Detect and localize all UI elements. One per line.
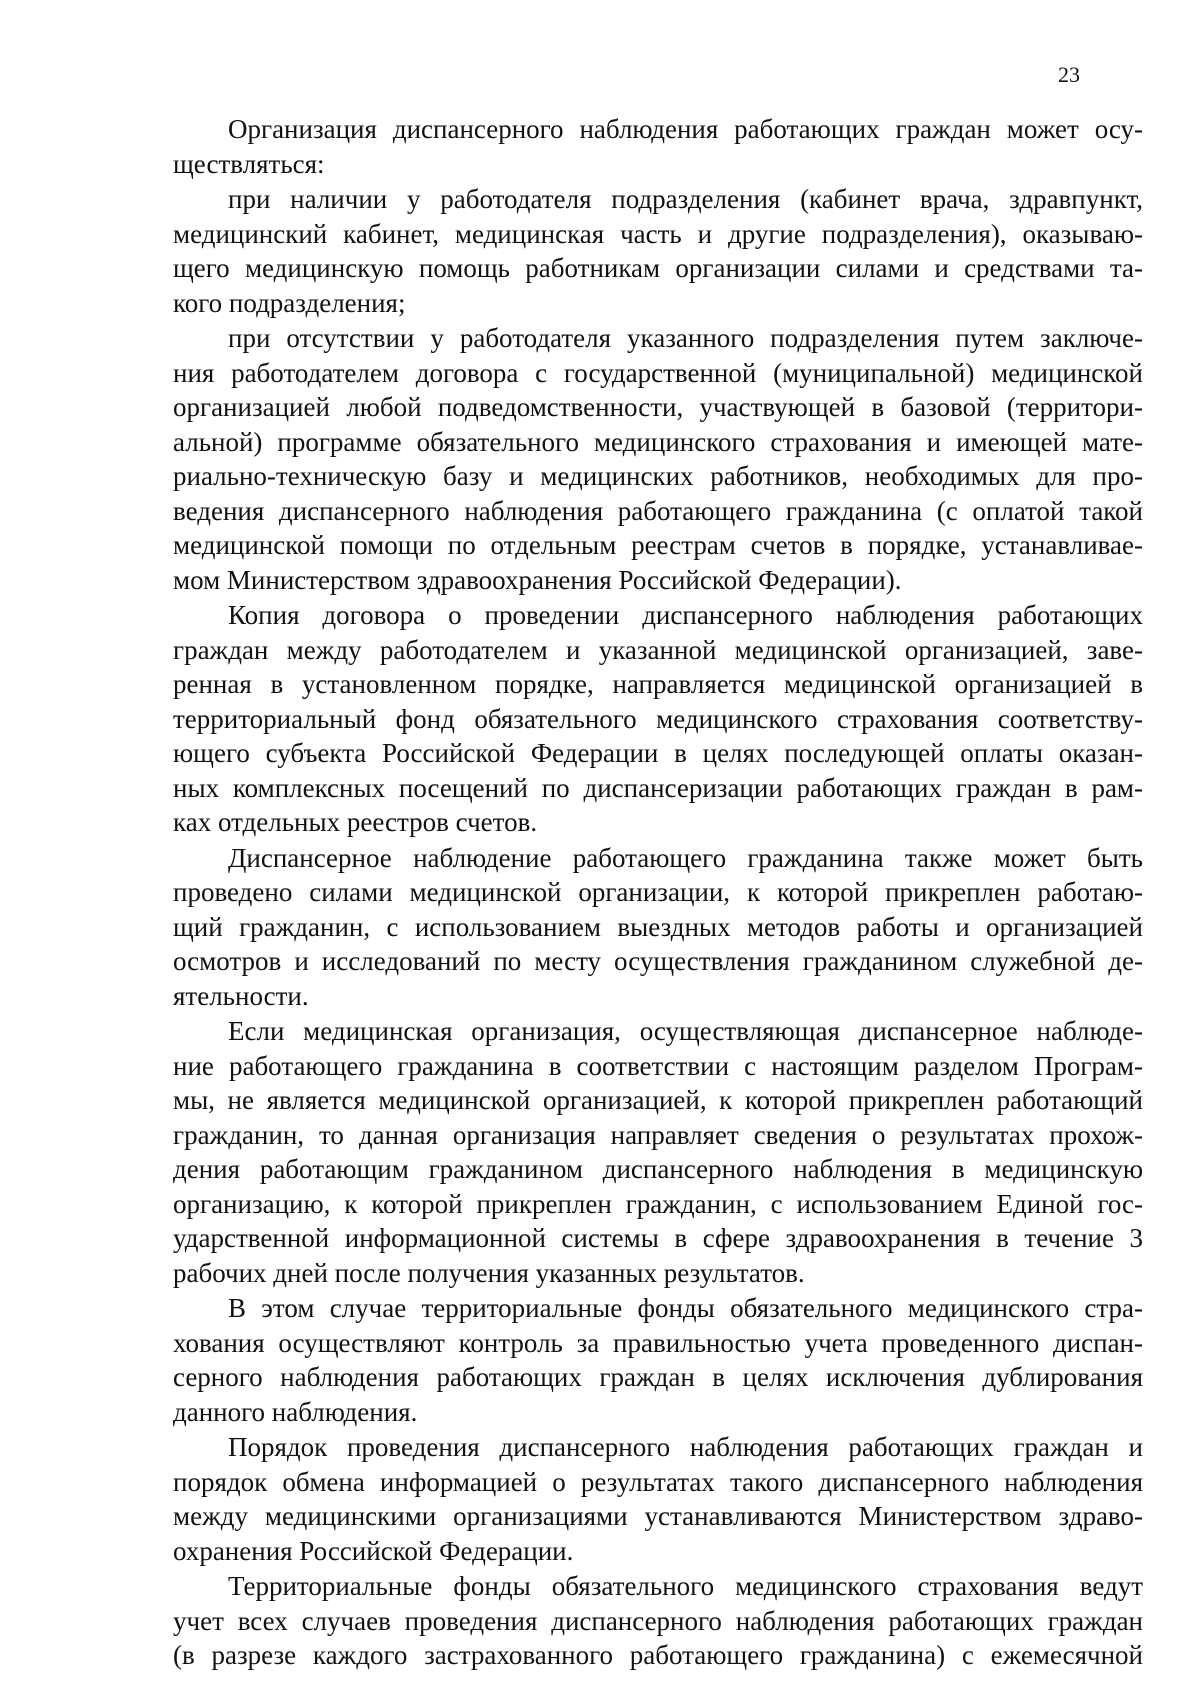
text-line: ведения диспансерного наблюдения работающего гражданина (с оплатой такой bbox=[173, 495, 1143, 526]
text-line: серного наблюдения работающих граждан в целях исключения дублирования bbox=[173, 1362, 1143, 1392]
text-line: ятельности. bbox=[173, 980, 309, 1011]
text-line: Порядок проведения диспансерного наблюдения работающих граждан и bbox=[228, 1432, 1143, 1462]
text-line: хования осуществляют контроль за правильностью учета проведенного диспан- bbox=[173, 1327, 1143, 1358]
text-line: щий гражданин, с использованием выездных методов работы и организацией bbox=[173, 911, 1143, 942]
text-line: мы, не является медицинской организацией, к которой прикреплен работающий bbox=[173, 1085, 1143, 1115]
text-line: осмотров и исследований по месту осуществления гражданином служебной де- bbox=[173, 946, 1143, 976]
text-line: Если медицинская организация, осуществляющая диспансерное наблюде- bbox=[228, 1016, 1143, 1046]
text-line: между медицинскими организациями устанавливаются Министерством здраво- bbox=[173, 1501, 1143, 1531]
text-line: порядок обмена информацией о результатах такого диспансерного наблюдения bbox=[173, 1466, 1143, 1497]
page-number: 23 bbox=[1058, 62, 1080, 87]
text-line: ных комплексных посещений по диспансеризации работающих граждан в рам- bbox=[173, 772, 1143, 803]
text-line: охранения Российской Федерации. bbox=[173, 1535, 574, 1566]
text-line: организацию, к которой прикреплен гражданин, с использованием Единой гос- bbox=[173, 1188, 1143, 1219]
text-line: Территориальные фонды обязательного медицинского страхования ведут bbox=[228, 1571, 1143, 1601]
text-line: организацией любой подведомственности, участвующей в базовой (территори- bbox=[173, 392, 1143, 422]
paragraph bbox=[173, 1569, 1143, 1673]
paragraph bbox=[173, 1430, 1143, 1568]
paragraph bbox=[173, 1014, 1143, 1290]
paragraph bbox=[173, 321, 1143, 597]
text-line: ударственной информационной системы в сфере здравоохранения в течение 3 bbox=[173, 1223, 1143, 1253]
text-line: при наличии у работодателя подразделения (кабинет врача, здравпункт, bbox=[228, 184, 1143, 214]
paragraph bbox=[173, 112, 1143, 181]
text-line: ющего субъекта Российской Федерации в целях последующей оплаты оказан- bbox=[173, 738, 1143, 768]
paragraph bbox=[173, 598, 1143, 840]
text-line: ние работающего гражданина в соответствии с настоящим разделом Програм- bbox=[173, 1050, 1143, 1081]
text-line: альной) программе обязательного медицинского страхования и имеющей мате- bbox=[173, 426, 1143, 457]
text-line: рабочих дней после получения указанных результатов. bbox=[173, 1257, 805, 1288]
text-line: риально-техническую базу и медицинских работников, необходимых для про- bbox=[173, 461, 1143, 491]
text-line: гражданин, то данная организация направляет сведения о результатах прохож- bbox=[173, 1119, 1143, 1150]
paragraph bbox=[173, 182, 1143, 320]
text-line: территориальный фонд обязательного медицинского страхования соответству- bbox=[173, 703, 1143, 734]
text-line: медицинской помощи по отдельным реестрам счетов в порядке, устанавливае- bbox=[173, 530, 1143, 560]
text-line: дения работающим гражданином диспансерного наблюдения в медицинскую bbox=[173, 1154, 1143, 1184]
text-line: щего медицинскую помощь работникам организации силами и средствами та- bbox=[173, 253, 1143, 283]
text-line: В этом случае территориальные фонды обязательного медицинского стра- bbox=[228, 1293, 1143, 1323]
text-line: ния работодателем договора с государственной (муниципальной) медицинской bbox=[173, 357, 1143, 388]
text-line: мом Министерством здравоохранения Российской Федерации). bbox=[173, 564, 902, 595]
text-line: учет всех случаев проведения диспансерного наблюдения работающих граждан bbox=[173, 1605, 1143, 1636]
text-line: Диспансерное наблюдение работающего гражданина также может быть bbox=[228, 842, 1143, 873]
document-body bbox=[173, 112, 1143, 1673]
text-line: граждан между работодателем и указанной медицинской организацией, заве- bbox=[173, 634, 1143, 665]
text-line: проведено силами медицинской организации, к которой прикреплен работаю- bbox=[173, 877, 1143, 907]
text-line: при отсутствии у работодателя указанного подразделения путем заключе- bbox=[228, 323, 1143, 353]
text-line: ренная в установленном порядке, направляется медицинской организацией в bbox=[173, 669, 1143, 699]
text-line: (в разрезе каждого застрахованного работающего гражданина) с ежемесячной bbox=[173, 1640, 1143, 1670]
paragraph bbox=[173, 841, 1143, 1014]
text-line: данного наблюдения. bbox=[173, 1396, 418, 1427]
text-line: ках отдельных реестров счетов. bbox=[173, 807, 538, 837]
text-line: Копия договора о проведении диспансерного наблюдения работающих bbox=[228, 600, 1143, 630]
paragraph bbox=[173, 1291, 1143, 1429]
text-line: кого подразделения; bbox=[173, 287, 406, 318]
text-line: Организация диспансерного наблюдения работающих граждан может осу- bbox=[228, 114, 1143, 144]
text-line: ществляться: bbox=[173, 148, 325, 179]
text-line: медицинский кабинет, медицинская часть и другие подразделения), оказываю- bbox=[173, 218, 1143, 249]
